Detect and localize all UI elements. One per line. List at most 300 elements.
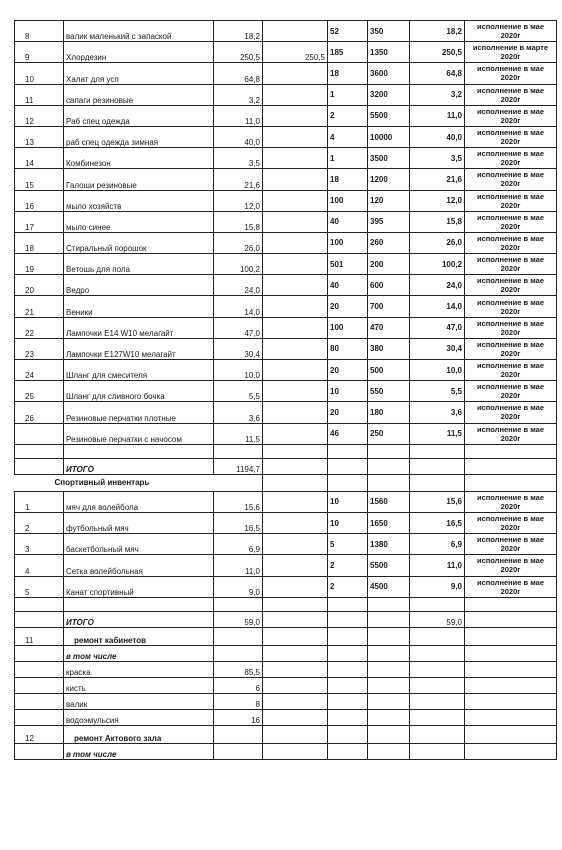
cell-total: 24,0: [410, 275, 465, 296]
cell-total: 5,5: [410, 381, 465, 402]
cell-total: 64,8: [410, 63, 465, 84]
cell-number: 12: [15, 725, 64, 743]
cell-item-name: Галоши резиновые: [64, 169, 214, 190]
cell-extra: [263, 555, 328, 576]
cell-empty: [465, 458, 557, 474]
cell-number: [15, 661, 64, 677]
table-row: [15, 402, 557, 423]
cell-price: 1350: [368, 42, 410, 63]
cell-total: 9,0: [410, 576, 465, 597]
cell-price: 200: [368, 254, 410, 275]
cell-subheading: в том числе: [64, 645, 214, 661]
cell-total: 47,0: [410, 317, 465, 338]
cell-extra: [263, 275, 328, 296]
cell-number: 1: [15, 491, 64, 512]
cell-item-name: Ведро: [64, 275, 214, 296]
cell-note: исполнение в мае 2020г: [465, 317, 557, 338]
cell-total: 18,2: [410, 21, 465, 42]
cell-item-name: Лампочки E127W10 мелагайт: [64, 338, 214, 359]
cell-price: 3200: [368, 84, 410, 105]
cell-sum: 21,6: [214, 169, 263, 190]
cell-price: 1650: [368, 512, 410, 533]
cell-extra: [263, 296, 328, 317]
cell-sum: 11,0: [214, 555, 263, 576]
cell-empty: [465, 677, 557, 693]
cell-empty: [214, 597, 263, 611]
cell-empty: [465, 597, 557, 611]
cell-empty: [214, 645, 263, 661]
cell-price: 10000: [368, 126, 410, 147]
cell-item-name: раб спец одежда зимная: [64, 126, 214, 147]
cell-number: [15, 709, 64, 725]
cell-total: 16,5: [410, 512, 465, 533]
cell-total: 100,2: [410, 254, 465, 275]
cell-item-name: мыло синее: [64, 211, 214, 232]
table-row: [15, 458, 557, 474]
cell-price: 5500: [368, 555, 410, 576]
cell-number: 24: [15, 360, 64, 381]
cell-sum: 11,0: [214, 105, 263, 126]
cell-item-name: Хлордезин: [64, 42, 214, 63]
cell-extra: [263, 148, 328, 169]
table-row: [15, 534, 557, 555]
cell-sum: 85,5: [214, 661, 263, 677]
cell-quantity: 10: [328, 512, 368, 533]
cell-total: 10,0: [410, 360, 465, 381]
cell-empty: [368, 645, 410, 661]
cell-note: исполнение в мае 2020г: [465, 555, 557, 576]
cell-note: исполнение в мае 2020г: [465, 254, 557, 275]
cell-empty: [263, 597, 328, 611]
cell-empty: [263, 693, 328, 709]
cell-empty: [15, 444, 64, 458]
cell-number: 11: [15, 627, 64, 645]
cell-empty: [263, 611, 328, 627]
cell-subheading: в том числе: [64, 743, 214, 759]
cell-note: исполнение в мае 2020г: [465, 423, 557, 444]
cell-total: 26,0: [410, 232, 465, 253]
cell-extra: [263, 402, 328, 423]
cell-empty: [263, 743, 328, 759]
cell-empty: [328, 743, 368, 759]
table-row: [15, 693, 557, 709]
table-row: [15, 444, 557, 458]
cell-price: 380: [368, 338, 410, 359]
cell-quantity: 501: [328, 254, 368, 275]
cell-total: 11,0: [410, 555, 465, 576]
cell-extra: [263, 491, 328, 512]
cell-number: 22: [15, 317, 64, 338]
cell-number: [15, 611, 64, 627]
cell-empty: [263, 709, 328, 725]
cell-quantity: 40: [328, 275, 368, 296]
cell-sum: 6: [214, 677, 263, 693]
cell-price: 250: [368, 423, 410, 444]
cell-number: 5: [15, 576, 64, 597]
cell-price: 350: [368, 21, 410, 42]
cell-price: 120: [368, 190, 410, 211]
cell-quantity: 5: [328, 534, 368, 555]
cell-extra: [263, 169, 328, 190]
cell-number: 8: [15, 21, 64, 42]
cell-sum: 5,5: [214, 381, 263, 402]
table-row: [15, 491, 557, 512]
table-row: [15, 611, 557, 627]
cell-sum: 30,4: [214, 338, 263, 359]
cell-empty: [465, 661, 557, 677]
cell-note: исполнение в мае 2020г: [465, 402, 557, 423]
cell-empty: [410, 725, 465, 743]
table-row: [15, 84, 557, 105]
cell-quantity: 20: [328, 402, 368, 423]
cell-sum: 15,8: [214, 211, 263, 232]
table-row: [15, 232, 557, 253]
cell-item-name: водоэмульсия: [64, 709, 214, 725]
cell-number: 19: [15, 254, 64, 275]
cell-empty: [465, 693, 557, 709]
cell-empty: [368, 597, 410, 611]
cell-quantity: 80: [328, 338, 368, 359]
cell-empty: [328, 693, 368, 709]
cell-number: [15, 677, 64, 693]
cell-empty: [328, 474, 368, 491]
cell-note: исполнение в мае 2020г: [465, 576, 557, 597]
table-row: [15, 677, 557, 693]
cell-item-name: Халат для усп: [64, 63, 214, 84]
cell-quantity: 18: [328, 63, 368, 84]
cell-sum: 10,0: [214, 360, 263, 381]
cell-empty: [214, 627, 263, 645]
cell-empty: [368, 474, 410, 491]
table-row: [15, 254, 557, 275]
cell-sum: 16: [214, 709, 263, 725]
cell-number: 23: [15, 338, 64, 359]
cell-empty: [410, 743, 465, 759]
cell-item-name: баскетбольный мяч: [64, 534, 214, 555]
table-row: [15, 474, 557, 491]
table-row: [15, 105, 557, 126]
section-header: Спортивный инвентарь: [15, 474, 263, 491]
cell-item-name: Канат спортивный: [64, 576, 214, 597]
cell-empty: [410, 693, 465, 709]
cell-empty: [328, 444, 368, 458]
cell-empty: [214, 444, 263, 458]
cell-empty: [410, 645, 465, 661]
cell-sum: 14,0: [214, 296, 263, 317]
cell-note: исполнение в мае 2020г: [465, 232, 557, 253]
cell-empty: [465, 627, 557, 645]
cell-empty: [15, 597, 64, 611]
cell-sum: 26,0: [214, 232, 263, 253]
cell-empty: [368, 677, 410, 693]
cell-number: [15, 645, 64, 661]
cell-note: исполнение в мае 2020г: [465, 491, 557, 512]
cell-note: исполнение в мае 2020г: [465, 534, 557, 555]
cell-item-name: Резиновые перчатки плотные: [64, 402, 214, 423]
cell-quantity: 20: [328, 360, 368, 381]
cell-empty: [465, 743, 557, 759]
cell-empty: [328, 645, 368, 661]
cell-item-name: Веники: [64, 296, 214, 317]
cell-number: 20: [15, 275, 64, 296]
cell-quantity: 1: [328, 84, 368, 105]
cell-sum: 3,2: [214, 84, 263, 105]
cell-note: исполнение в мае 2020г: [465, 21, 557, 42]
cell-grand-total: 59,0: [410, 611, 465, 627]
cell-item-name: Резиновые перчатки с начосом: [64, 423, 214, 444]
cell-note: исполнение в мае 2020г: [465, 190, 557, 211]
table-row: [15, 42, 557, 63]
table-row: [15, 126, 557, 147]
cell-empty: [368, 661, 410, 677]
cell-extra: [263, 576, 328, 597]
cell-note: исполнение в мае 2020г: [465, 512, 557, 533]
cell-total: 11,0: [410, 105, 465, 126]
cell-empty: [368, 444, 410, 458]
cell-quantity: 4: [328, 126, 368, 147]
cell-item-name: краска: [64, 661, 214, 677]
cell-note: исполнение в мае 2020г: [465, 169, 557, 190]
table-row: [15, 360, 557, 381]
cell-empty: [328, 611, 368, 627]
cell-sum: 6,9: [214, 534, 263, 555]
cell-sum: 64,8: [214, 63, 263, 84]
cell-extra: [263, 360, 328, 381]
cell-empty: [263, 725, 328, 743]
table-row: [15, 338, 557, 359]
cell-empty: [410, 627, 465, 645]
cell-sum: 8: [214, 693, 263, 709]
cell-empty: [328, 677, 368, 693]
cell-item-name: Раб спец одежда: [64, 105, 214, 126]
cell-price: 1560: [368, 491, 410, 512]
cell-sum: 15,6: [214, 491, 263, 512]
cell-total: 14,0: [410, 296, 465, 317]
cell-empty: [328, 709, 368, 725]
cell-total: 40,0: [410, 126, 465, 147]
cell-empty: [214, 725, 263, 743]
cell-price: 550: [368, 381, 410, 402]
cell-item-name: Шланг для сливного бочка: [64, 381, 214, 402]
expense-table-body: [15, 21, 557, 760]
cell-empty: [410, 474, 465, 491]
cell-item-name: мяч для волейбола: [64, 491, 214, 512]
cell-number: [15, 458, 64, 474]
cell-item-name: Лампочки E14 W10 мелагайт: [64, 317, 214, 338]
cell-quantity: 52: [328, 21, 368, 42]
cell-empty: [368, 693, 410, 709]
cell-extra: [263, 317, 328, 338]
cell-empty: [263, 474, 328, 491]
cell-empty: [465, 709, 557, 725]
cell-total: 15,6: [410, 491, 465, 512]
table-row: [15, 211, 557, 232]
cell-item-name: Комбинезон: [64, 148, 214, 169]
table-row: [15, 296, 557, 317]
cell-extra: [263, 190, 328, 211]
table-row: [15, 381, 557, 402]
table-row: [15, 645, 557, 661]
cell-empty: [410, 661, 465, 677]
cell-number: 9: [15, 42, 64, 63]
cell-extra: [263, 21, 328, 42]
cell-note: исполнение в мае 2020г: [465, 63, 557, 84]
cell-total-label: ИТОГО: [64, 611, 214, 627]
cell-extra: [263, 381, 328, 402]
table-row: [15, 423, 557, 444]
cell-empty: [368, 743, 410, 759]
cell-note: исполнение в мае 2020г: [465, 105, 557, 126]
expense-table: [14, 20, 557, 760]
cell-extra: [263, 211, 328, 232]
cell-quantity: 100: [328, 317, 368, 338]
cell-item-name: сапаги резиновые: [64, 84, 214, 105]
cell-total: 6,9: [410, 534, 465, 555]
cell-empty: [328, 458, 368, 474]
cell-quantity: 100: [328, 190, 368, 211]
cell-price: 180: [368, 402, 410, 423]
cell-extra: [263, 232, 328, 253]
cell-price: 1200: [368, 169, 410, 190]
cell-note: исполнение в мае 2020г: [465, 148, 557, 169]
table-row: [15, 275, 557, 296]
cell-extra: [263, 126, 328, 147]
cell-number: 21: [15, 296, 64, 317]
cell-section-title: ремонт кабинетов: [64, 627, 214, 645]
table-row: [15, 709, 557, 725]
cell-empty: [328, 725, 368, 743]
cell-extra: [263, 512, 328, 533]
cell-item-name: кисть: [64, 677, 214, 693]
cell-total: 30,4: [410, 338, 465, 359]
cell-price: 5500: [368, 105, 410, 126]
cell-empty: [410, 709, 465, 725]
cell-item-name: валик маленький с запаской: [64, 21, 214, 42]
cell-quantity: 185: [328, 42, 368, 63]
cell-extra: [263, 534, 328, 555]
cell-extra: 250,5: [263, 42, 328, 63]
cell-quantity: 10: [328, 491, 368, 512]
cell-sum: 12,0: [214, 190, 263, 211]
cell-note: исполнение в мае 2020г: [465, 84, 557, 105]
cell-item-name: Шланг для смесителя: [64, 360, 214, 381]
cell-number: 3: [15, 534, 64, 555]
cell-price: 500: [368, 360, 410, 381]
table-row: [15, 169, 557, 190]
cell-sum: 11,5: [214, 423, 263, 444]
cell-price: 260: [368, 232, 410, 253]
cell-number: [15, 423, 64, 444]
cell-number: 2: [15, 512, 64, 533]
cell-number: 14: [15, 148, 64, 169]
cell-number: 4: [15, 555, 64, 576]
cell-note: исполнение в мае 2020г: [465, 275, 557, 296]
cell-price: 700: [368, 296, 410, 317]
cell-item-name: футбольный мяч: [64, 512, 214, 533]
cell-sum: 24,0: [214, 275, 263, 296]
cell-item-name: валик: [64, 693, 214, 709]
cell-item-name: Сетка волейбольная: [64, 555, 214, 576]
cell-note: исполнение в марте 2020г: [465, 42, 557, 63]
cell-note: исполнение в мае 2020г: [465, 211, 557, 232]
cell-item-name: Стиральный порошок: [64, 232, 214, 253]
table-row: [15, 21, 557, 42]
cell-empty: [368, 709, 410, 725]
cell-number: 26: [15, 402, 64, 423]
table-row: [15, 555, 557, 576]
cell-extra: [263, 84, 328, 105]
cell-sum: 18,2: [214, 21, 263, 42]
cell-price: 1380: [368, 534, 410, 555]
cell-sum: 250,5: [214, 42, 263, 63]
cell-total: 15,8: [410, 211, 465, 232]
cell-empty: [263, 444, 328, 458]
cell-number: 16: [15, 190, 64, 211]
cell-total-sum: 1194,7: [214, 458, 263, 474]
cell-total: 21,6: [410, 169, 465, 190]
cell-price: 470: [368, 317, 410, 338]
cell-empty: [465, 444, 557, 458]
cell-extra: [263, 63, 328, 84]
cell-quantity: 100: [328, 232, 368, 253]
cell-note: исполнение в мае 2020г: [465, 360, 557, 381]
cell-total: 3,5: [410, 148, 465, 169]
cell-empty: [465, 611, 557, 627]
cell-empty: [328, 597, 368, 611]
cell-sum: 3,6: [214, 402, 263, 423]
cell-total-sum: 59,0: [214, 611, 263, 627]
cell-section-title: ремонт Актового зала: [64, 725, 214, 743]
cell-price: 4500: [368, 576, 410, 597]
cell-note: исполнение в мае 2020г: [465, 296, 557, 317]
cell-quantity: 18: [328, 169, 368, 190]
cell-number: 15: [15, 169, 64, 190]
cell-empty: [410, 677, 465, 693]
cell-sum: 3,5: [214, 148, 263, 169]
cell-number: 17: [15, 211, 64, 232]
cell-item-name: мыло хозяйств: [64, 190, 214, 211]
cell-total: 12,0: [410, 190, 465, 211]
cell-price: 600: [368, 275, 410, 296]
table-row: [15, 190, 557, 211]
cell-total: 3,6: [410, 402, 465, 423]
cell-empty: [410, 597, 465, 611]
cell-empty: [465, 725, 557, 743]
cell-quantity: 1: [328, 148, 368, 169]
cell-price: 395: [368, 211, 410, 232]
cell-total: 3,2: [410, 84, 465, 105]
cell-empty: [328, 627, 368, 645]
cell-empty: [263, 677, 328, 693]
cell-empty: [368, 627, 410, 645]
cell-number: [15, 693, 64, 709]
cell-empty: [328, 661, 368, 677]
cell-price: 3600: [368, 63, 410, 84]
cell-sum: 9,0: [214, 576, 263, 597]
cell-note: исполнение в мае 2020г: [465, 381, 557, 402]
cell-extra: [263, 423, 328, 444]
cell-quantity: 40: [328, 211, 368, 232]
cell-empty: [263, 458, 328, 474]
cell-empty: [410, 444, 465, 458]
cell-quantity: 10: [328, 381, 368, 402]
table-row: [15, 597, 557, 611]
cell-item-name: Ветошь для пола: [64, 254, 214, 275]
cell-note: исполнение в мае 2020г: [465, 126, 557, 147]
cell-extra: [263, 338, 328, 359]
cell-empty: [263, 661, 328, 677]
cell-empty: [368, 725, 410, 743]
